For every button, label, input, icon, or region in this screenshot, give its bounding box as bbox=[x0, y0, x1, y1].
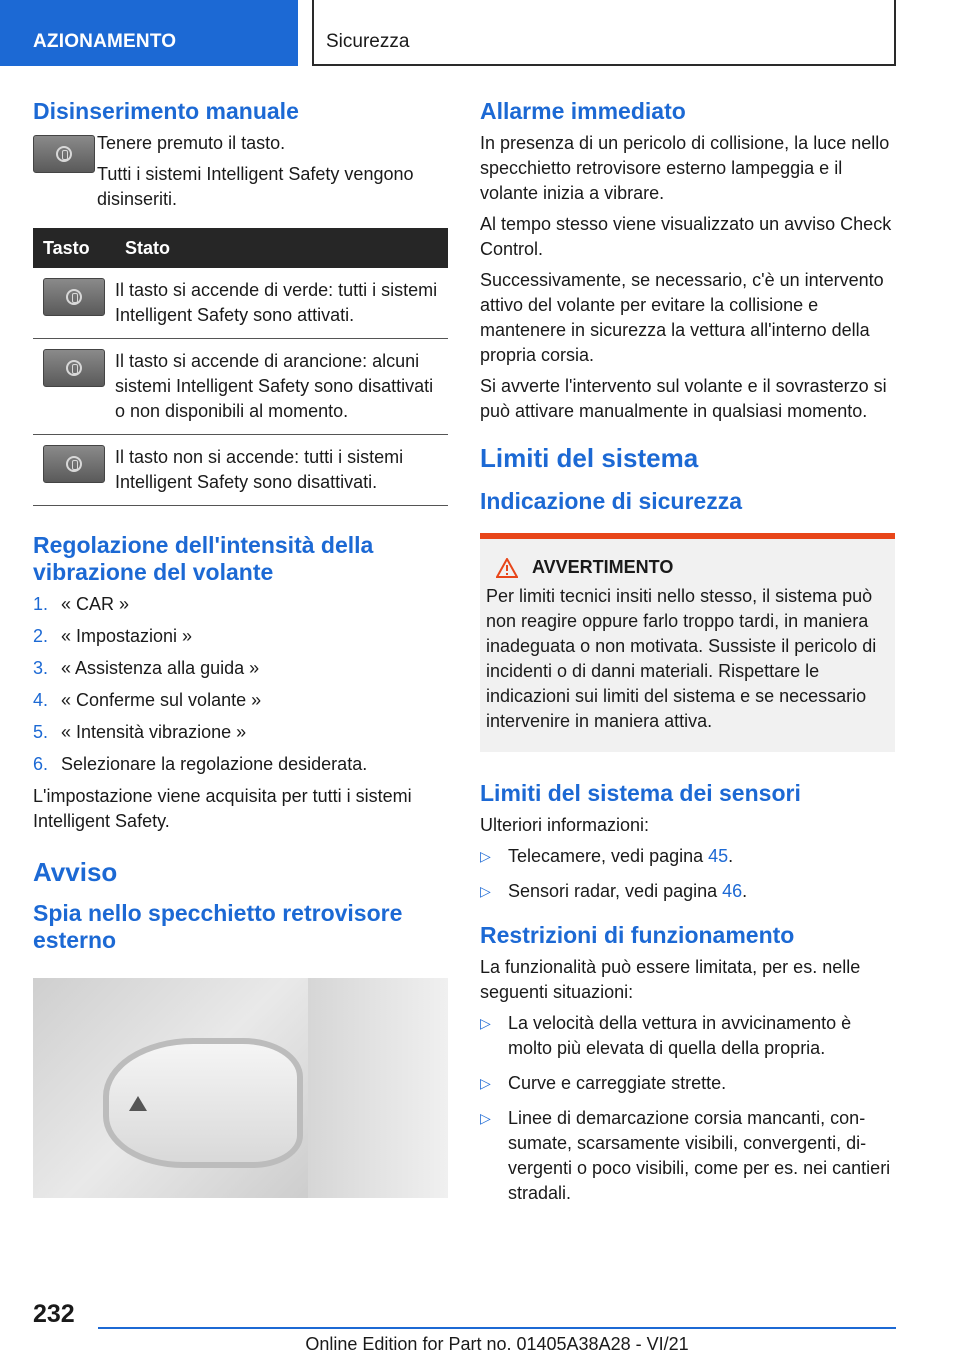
bullet-triangle-icon: ▷ bbox=[480, 1110, 491, 1126]
intelligent-safety-button-icon bbox=[33, 135, 95, 173]
left-column bbox=[33, 98, 448, 1198]
bullet-triangle-icon: ▷ bbox=[480, 883, 491, 899]
list-item: 4. « Conferme sul volante » bbox=[33, 690, 262, 710]
section-title: Sicurezza bbox=[312, 0, 896, 66]
list-item: 3. « Assistenza alla guida » bbox=[33, 658, 260, 678]
paragraph: Successivamente, se necessario, c'è un intervento attivo del volante per evitare la collisione e mantenere in sicurezza la vettura all'interno della propria corsia. bbox=[480, 270, 884, 365]
vibration-note: L'impostazione viene acquisita per tutti i sistemi Intelligent Safety. bbox=[33, 786, 412, 831]
table-row bbox=[33, 339, 448, 435]
bullet-triangle-icon: ▷ bbox=[480, 1075, 491, 1091]
manual-step-1: Tenere premuto il tasto. bbox=[97, 133, 286, 153]
vibration-heading: Regolazione dell'intensità della vibrazione del volante bbox=[33, 532, 374, 585]
intelligent-safety-button-icon bbox=[43, 445, 105, 483]
bullet-triangle-icon: ▷ bbox=[480, 848, 491, 864]
list-item: ▷ Sensori radar, vedi pagina 46. bbox=[480, 879, 895, 904]
paragraph: Al tempo stesso viene visualizzato un avviso Check Control. bbox=[480, 214, 892, 259]
safety-note-heading: Indicazione di sicurezza bbox=[480, 488, 743, 514]
right-column bbox=[480, 98, 895, 1216]
warning-text: Per limiti tecnici insiti nello stesso, il sistema può non reagire oppure farlo troppo tardi, in maniera inadeguata o non motivata. Sussiste il pericolo di incidenti o di danni materiali. Rispettare le indicazioni sui limiti del sistema e se necessario intervenire in maniera attiva. bbox=[486, 586, 877, 731]
sensor-intro: Ulteriori informazioni: bbox=[480, 815, 650, 835]
system-limits-heading: Limiti del sistema bbox=[480, 443, 699, 473]
sensor-list bbox=[480, 844, 895, 904]
sensor-limits-heading: Limiti del sistema dei sensori bbox=[480, 780, 801, 806]
manual-intro bbox=[33, 131, 448, 212]
immediate-alarm-heading: Allarme immediato bbox=[480, 98, 686, 124]
avviso-heading: Avviso bbox=[33, 857, 118, 887]
restrictions-heading: Restrizioni di funzionamento bbox=[480, 922, 795, 948]
table-cell-status: Il tasto non si accende: tutti i sistemi Intelligent Safety sono disattivati. bbox=[115, 435, 448, 506]
intelligent-safety-button-icon bbox=[43, 349, 105, 387]
edition-info: Online Edition for Part no. 01405A38A28 - VI/21 bbox=[305, 1334, 689, 1354]
page-link[interactable]: 45 bbox=[708, 846, 729, 866]
list-item: 2. « Impostazioni » bbox=[33, 626, 193, 646]
side-mirror-photo bbox=[33, 978, 448, 1198]
paragraph: In presenza di un pericolo di collisione, la luce nello specchietto retrovisore esterno lampeggia e il volante inizia a vibrare. bbox=[480, 133, 890, 203]
table-header-status: Stato bbox=[115, 228, 448, 268]
list-item: 1. « CAR » bbox=[33, 594, 130, 614]
footer-divider bbox=[98, 1327, 896, 1329]
list-item: 5. « Intensità vibrazione » bbox=[33, 722, 247, 742]
page-number: 232 bbox=[33, 1300, 75, 1328]
table-row bbox=[33, 435, 448, 506]
warning-box bbox=[480, 533, 895, 752]
table-row bbox=[33, 268, 448, 339]
warning-triangle-icon bbox=[129, 1096, 147, 1111]
table-header-key: Tasto bbox=[33, 228, 115, 268]
list-item: ▷ Curve e carreggiate strette. bbox=[480, 1071, 895, 1096]
list-item: 6. Selezionare la regolazione desiderata. bbox=[33, 754, 368, 774]
intelligent-safety-button-icon bbox=[43, 278, 105, 316]
list-item: ▷ Linee di demarcazione corsia mancanti, consumate, scarsamente visibili, convergenti, divergenti o poco visibili, come per es. nei cantieri stradali. bbox=[480, 1106, 895, 1206]
status-table bbox=[33, 228, 448, 506]
warning-triangle-icon bbox=[496, 558, 518, 578]
list-item: ▷ La velocità della vettura in avvicinamento è molto più elevata di quella della propria. bbox=[480, 1011, 895, 1061]
manual-step-2: Tutti i sistemi Intelligent Safety vengono disinseriti. bbox=[97, 164, 414, 209]
restrictions-intro: La funzionalità può essere limitata, per es. nelle seguenti situazioni: bbox=[480, 957, 861, 1002]
table-cell-status: Il tasto si accende di verde: tutti i sistemi Intelligent Safety sono attivati. bbox=[115, 268, 448, 339]
warning-title: AVVERTIMENTO bbox=[486, 557, 889, 578]
manual-deactivation-heading: Disinserimento manuale bbox=[33, 98, 299, 124]
mirror-indicator-heading: Spia nello specchietto retrovisore esterno bbox=[33, 900, 403, 953]
vibration-steps bbox=[33, 592, 448, 777]
chapter-tab[interactable]: AZIONAMENTO bbox=[0, 0, 298, 66]
page-link[interactable]: 46 bbox=[722, 881, 743, 901]
paragraph: Si avverte l'intervento sul volante e il sovrasterzo si può attivare manualmente in qualsiasi momento. bbox=[480, 376, 887, 421]
page-header bbox=[0, 0, 960, 66]
restrictions-list bbox=[480, 1011, 895, 1206]
list-item: ▷ Telecamere, vedi pagina 45. bbox=[480, 844, 895, 869]
table-cell-status: Il tasto si accende di arancione: alcuni sistemi Intelligent Safety sono disattivati o non disponibili al momento. bbox=[115, 339, 448, 435]
bullet-triangle-icon: ▷ bbox=[480, 1015, 491, 1031]
